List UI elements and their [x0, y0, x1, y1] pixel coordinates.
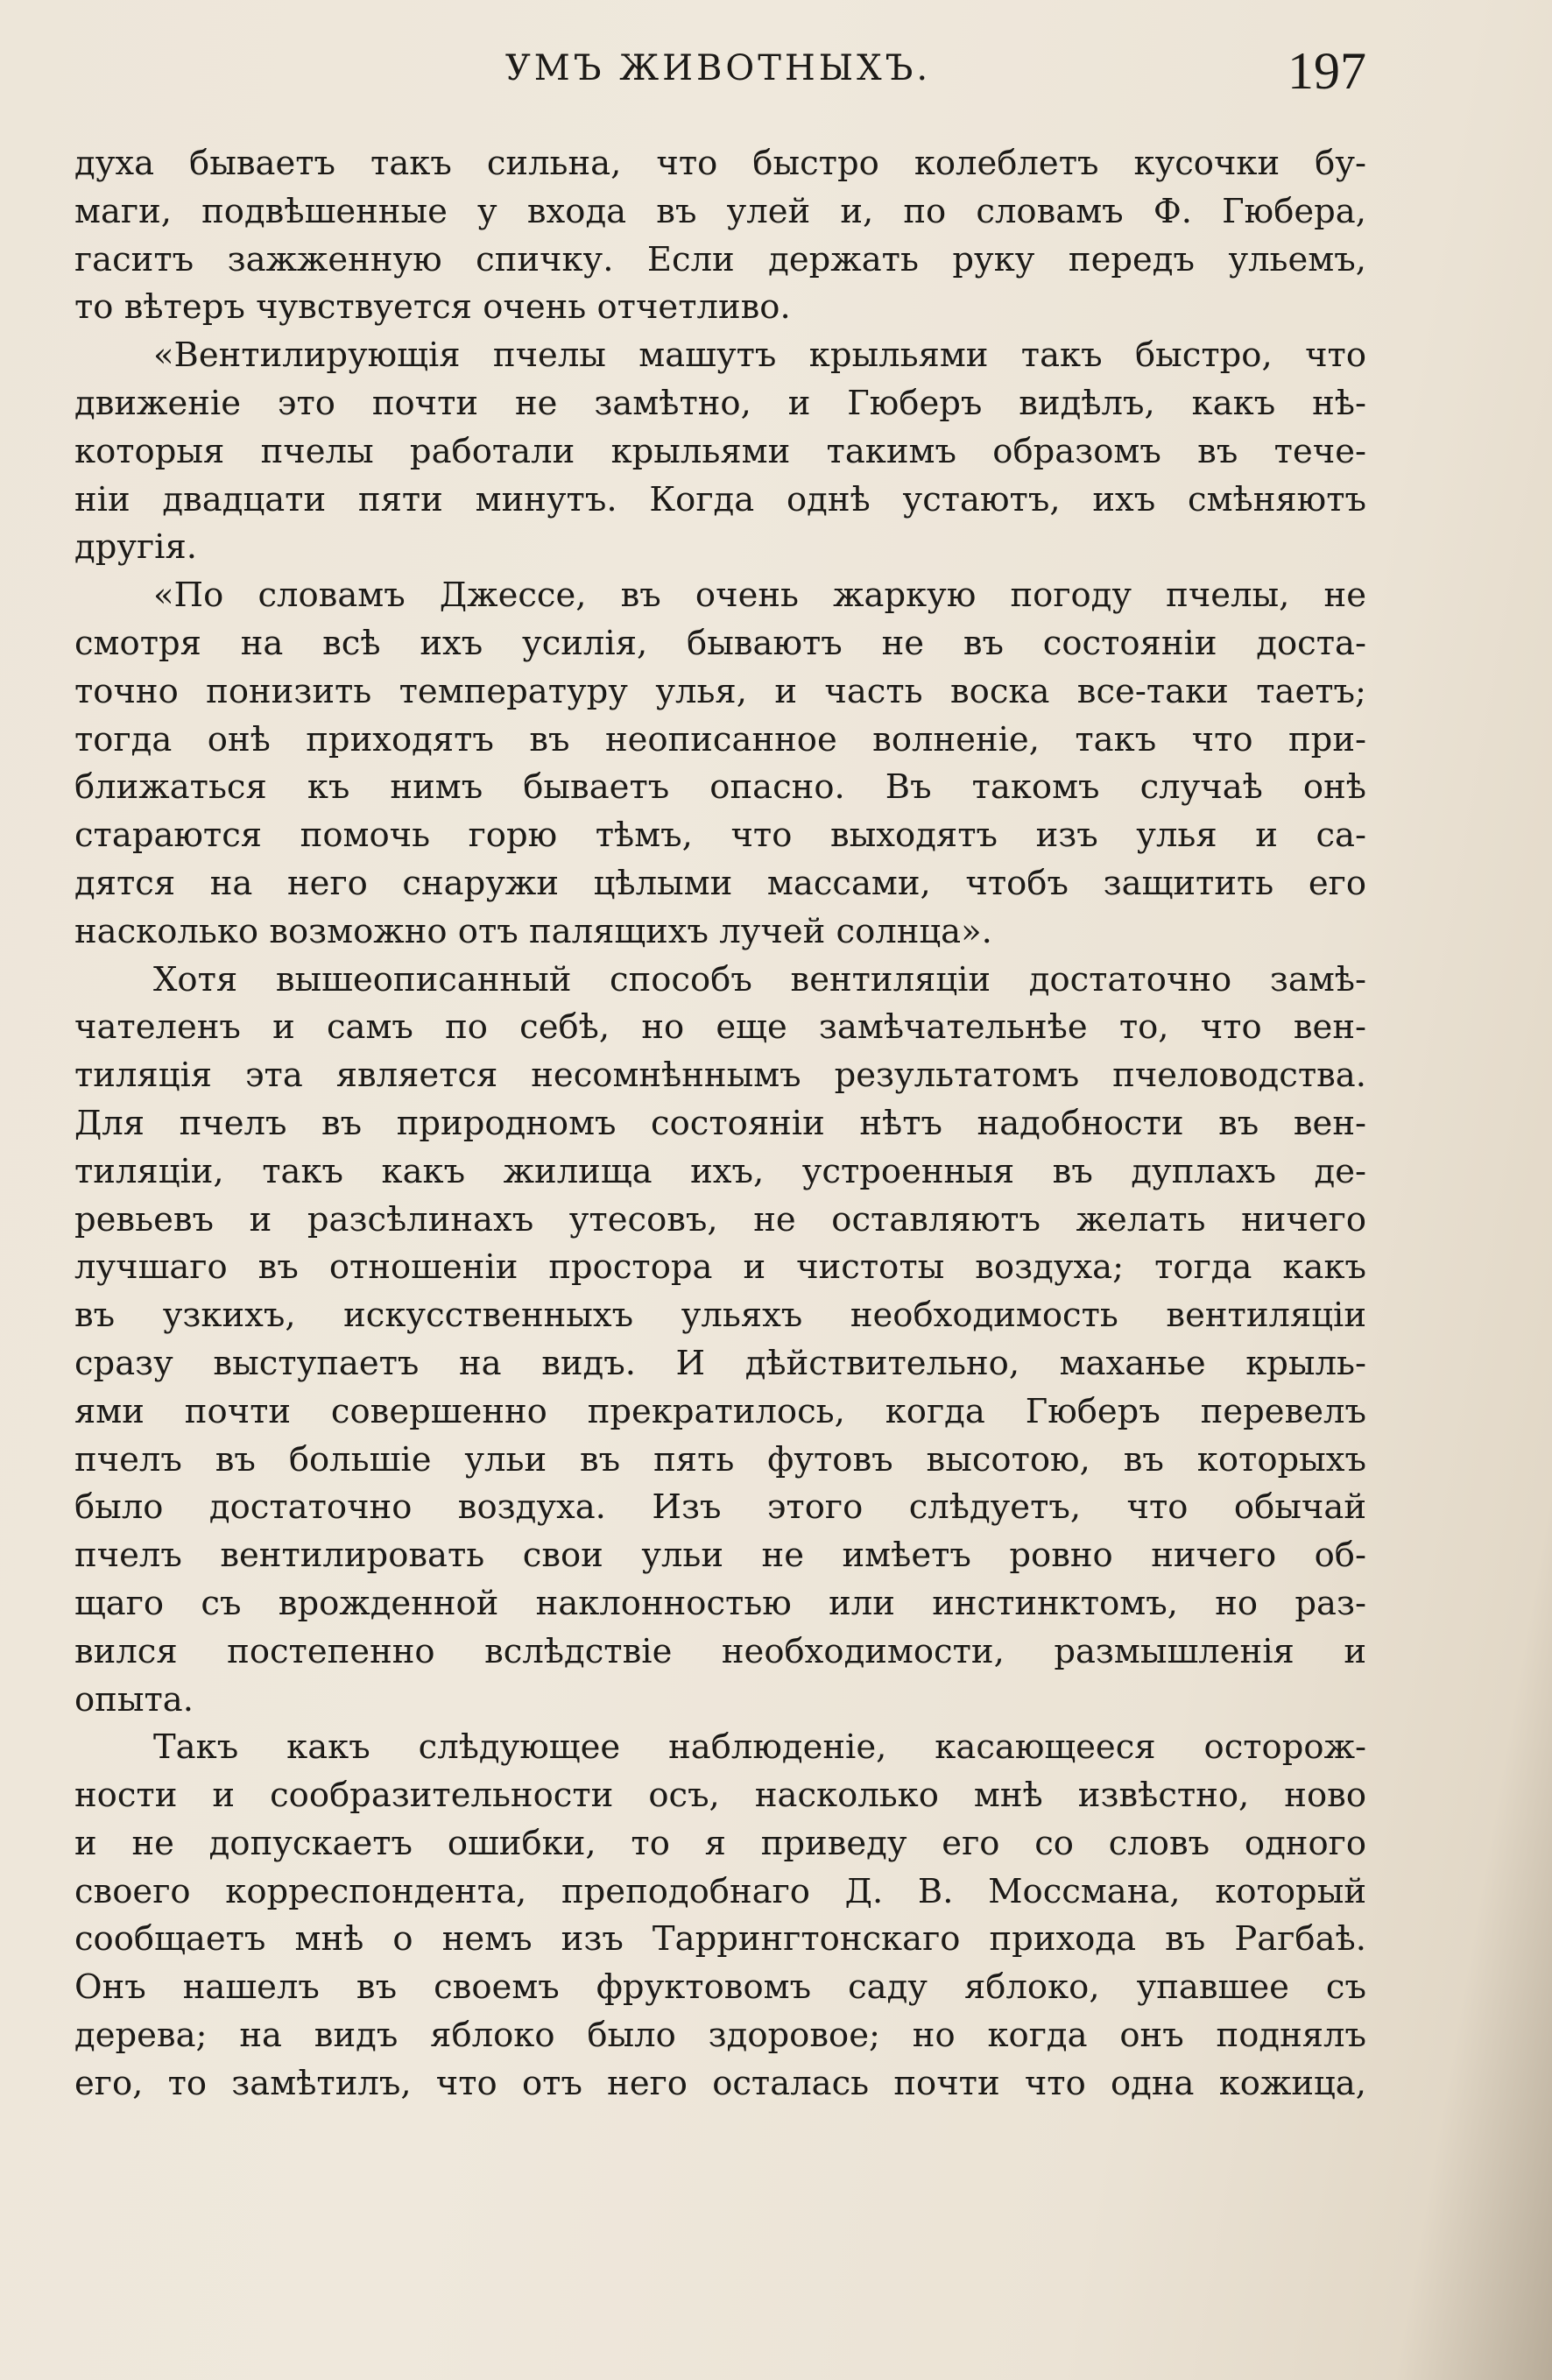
text-line: Хотя вышеописанный способъ вентиляціи достаточно замѣ-: [153, 959, 1366, 999]
text-line: было достаточно воздуха. Изъ этого слѣдуетъ, что обычай: [74, 1487, 1366, 1528]
paragraph: [74, 140, 1366, 332]
text-line: ями почти совершенно прекратилось, когда Гюберъ перевелъ: [74, 1391, 1366, 1431]
text-line: движеніе это почти не замѣтно, и Гюберъ видѣлъ, какъ нѣ-: [74, 383, 1366, 423]
text-line: ніи двадцати пяти минутъ. Когда однѣ устаютъ, ихъ смѣняютъ: [74, 479, 1366, 519]
text-line: то вѣтеръ чувствуется очень отчетливо.: [74, 287, 791, 328]
text-line: которыя пчелы работали крыльями такимъ образомъ въ тече-: [74, 431, 1366, 471]
text-line: другія.: [74, 527, 198, 568]
text-line: и не допускаетъ ошибки, то я приведу его со словъ одного: [74, 1823, 1366, 1863]
text-line: стараются помочь горю тѣмъ, что выходятъ изъ улья и са-: [74, 816, 1366, 856]
text-line: ности и сообразительности осъ, насколько мнѣ извѣстно, ново: [74, 1776, 1366, 1816]
text-line: тогда онѣ приходятъ въ неописанное волненіе, такъ что при-: [74, 719, 1366, 759]
running-title: УМЪ ЖИВОТНЫХЪ.: [504, 48, 932, 88]
text-line: «По словамъ Джессе, въ очень жаркую погоду пчелы, не: [153, 576, 1366, 616]
text-line: сообщаетъ мнѣ о немъ изъ Таррингтонскаго прихода въ Рагбаѣ.: [74, 1919, 1366, 1960]
text-line: смотря на всѣ ихъ усилія, бываютъ не въ состояніи доста-: [74, 623, 1366, 663]
text-line: пчелъ вентилировать свои ульи не имѣетъ ровно ничего об-: [74, 1536, 1366, 1576]
paragraph: [74, 957, 1366, 1725]
text-line: Для пчелъ въ природномъ состояніи нѣтъ надобности въ вен-: [74, 1103, 1366, 1143]
text-line: духа бываетъ такъ сильна, что быстро колеблетъ кусочки бу-: [74, 144, 1366, 183]
page-header: [70, 39, 1366, 101]
text-line: тиляціи, такъ какъ жилища ихъ, устроенныя въ дуплахъ де-: [74, 1151, 1366, 1191]
text-line: Такъ какъ слѣдующее наблюденіе, касающееся осторож-: [153, 1727, 1366, 1768]
text-line: опыта.: [74, 1679, 194, 1720]
paragraph: [74, 332, 1366, 572]
text-line: дерева; на видъ яблоко было здоровое; но когда онъ поднялъ: [74, 2016, 1366, 2056]
text-line: гаситъ зажженную спичку. Если держать руку передъ ульемъ,: [74, 239, 1366, 279]
text-line: маги, подвѣшенные у входа въ улей и, по словамъ Ф. Гюбера,: [74, 191, 1366, 231]
text-line: лучшаго въ отношеніи простора и чистоты воздуха; тогда какъ: [74, 1247, 1366, 1288]
text-line: насколько возможно отъ палящихъ лучей солнца».: [74, 911, 992, 951]
text-line: вился постепенно вслѣдствіе необходимости, размышленія и: [74, 1631, 1366, 1671]
text-line: своего корреспондента, преподобнаго Д. В. Моссмана, который: [74, 1871, 1366, 1911]
text-line: сразу выступаетъ на видъ. И дѣйствительно, маханье крыль-: [74, 1343, 1366, 1383]
text-line: дятся на него снаружи цѣлыми массами, чтобъ защитить его: [74, 863, 1366, 903]
paragraph: [74, 1724, 1366, 2108]
text-line: пчелъ въ большіе ульи въ пять футовъ высотою, въ которыхъ: [74, 1439, 1366, 1480]
text-line: въ узкихъ, искусственныхъ ульяхъ необходимость вентиляціи: [74, 1296, 1366, 1336]
page-number: 197: [1287, 42, 1366, 100]
text-line: «Вентилирующія пчелы машутъ крыльями такъ быстро, что: [153, 335, 1366, 376]
body-text: [74, 140, 1366, 2108]
text-line: точно понизить температуру улья, и часть воска все-таки таетъ;: [74, 671, 1366, 711]
text-line: ревьевъ и разсѣлинахъ утесовъ, не оставляютъ желать ничего: [74, 1199, 1366, 1239]
text-line: чателенъ и самъ по себѣ, но еще замѣчательнѣе то, что вен-: [74, 1007, 1366, 1048]
text-line: щаго съ врожденной наклонностью или инстинктомъ, но раз-: [74, 1583, 1366, 1623]
text-line: Онъ нашелъ въ своемъ фруктовомъ саду яблоко, упавшее съ: [74, 1967, 1366, 2008]
text-line: тиляція эта является несомнѣннымъ результатомъ пчеловодства.: [74, 1056, 1366, 1096]
paragraph: [74, 572, 1366, 956]
text-line: его, то замѣтилъ, что отъ него осталась почти что одна кожица,: [74, 2063, 1366, 2103]
text-line: ближаться къ нимъ бываетъ опасно. Въ такомъ случаѣ онѣ: [74, 767, 1366, 808]
